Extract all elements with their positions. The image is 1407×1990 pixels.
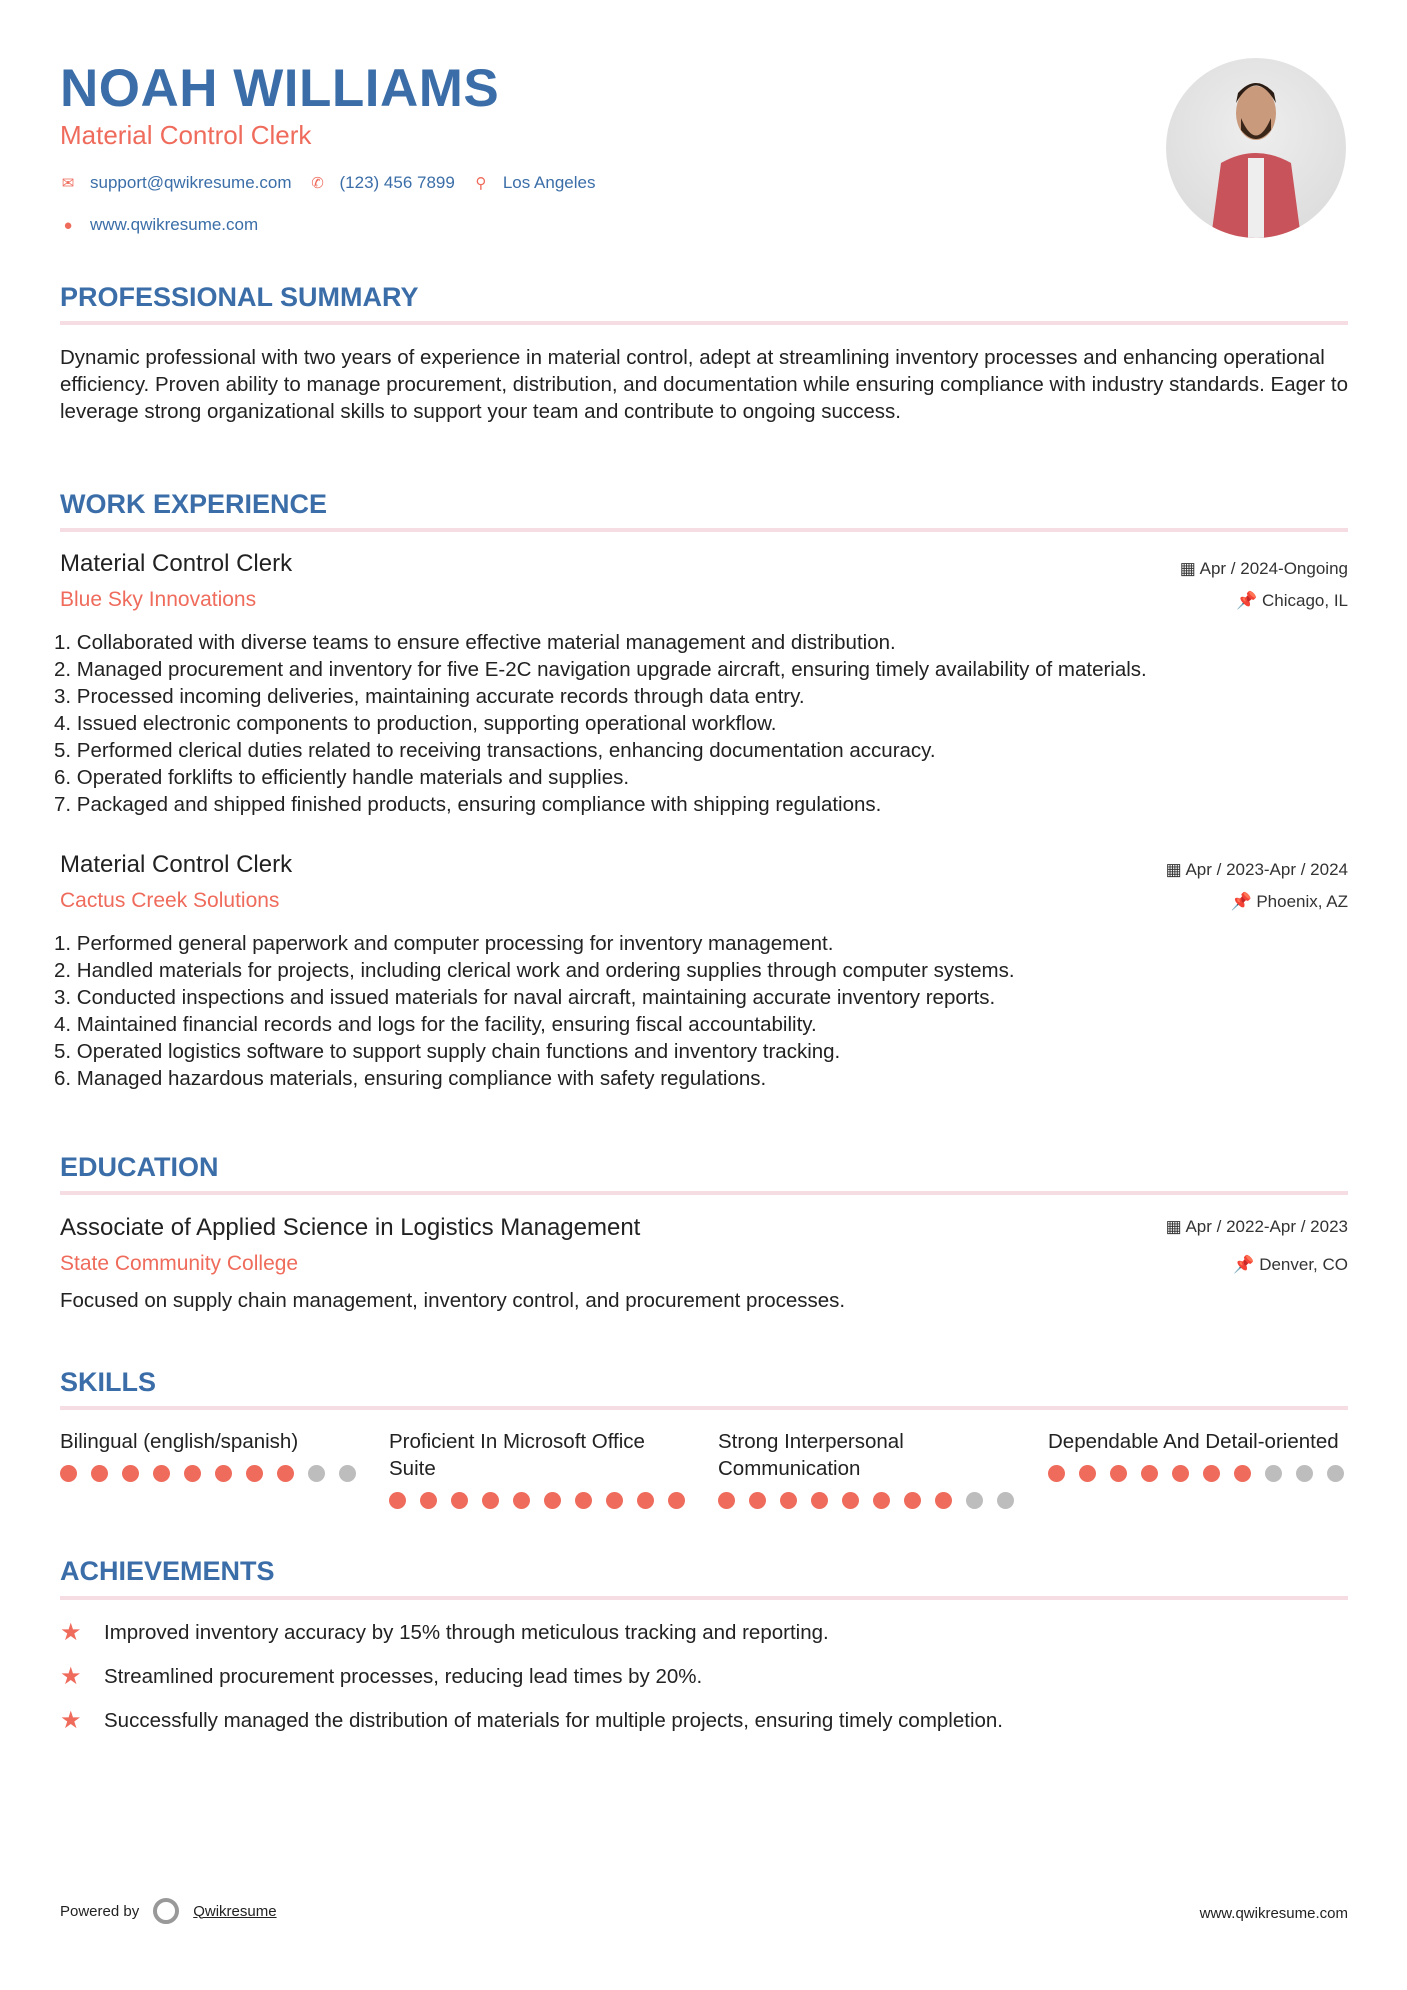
rating-dot [575, 1492, 592, 1509]
rating-dot [780, 1492, 797, 1509]
rating-dot [1079, 1465, 1096, 1482]
skill-name: Dependable And Detail-oriented [1048, 1430, 1339, 1453]
calendar-icon: ▦ [1165, 860, 1186, 879]
skill-item [389, 1428, 694, 1509]
school-name: State Community College [60, 1252, 299, 1275]
rating-dot [1141, 1465, 1158, 1482]
divider [60, 1191, 1348, 1195]
job-title: Material Control Clerk [60, 550, 293, 577]
rating-dot [935, 1492, 952, 1509]
divider [60, 1596, 1348, 1600]
skill-name: Proficient In Microsoft Office Suite [389, 1430, 645, 1480]
section-heading-achievements: ACHIEVEMENTS [60, 1556, 275, 1586]
star-icon: ★ [60, 1619, 82, 1646]
rating-dot [1265, 1465, 1282, 1482]
job-duties [54, 930, 1354, 1092]
section-heading-education: EDUCATION [60, 1152, 219, 1182]
phone-icon: ✆ [311, 175, 324, 192]
rating-dot [637, 1492, 654, 1509]
skill-name: Bilingual (english/spanish) [60, 1430, 299, 1453]
skill-rating [1048, 1465, 1353, 1482]
rating-dot [966, 1492, 983, 1509]
divider [60, 321, 1348, 325]
skill-rating [718, 1492, 1023, 1509]
rating-dot [1048, 1465, 1065, 1482]
rating-dot [60, 1465, 77, 1482]
skill-rating [389, 1492, 694, 1509]
achievement-item: ★ Streamlined procurement processes, reducing lead times by 20%. [60, 1663, 703, 1690]
section-heading-summary: PROFESSIONAL SUMMARY [60, 282, 419, 312]
calendar-icon: ▦ [1165, 1217, 1186, 1236]
rating-dot [339, 1465, 356, 1482]
section-heading-skills: SKILLS [60, 1367, 157, 1397]
list-item: 6. Managed hazardous materials, ensuring compliance with safety regulations. [54, 1067, 767, 1090]
rating-dot [246, 1465, 263, 1482]
rating-dot [451, 1492, 468, 1509]
contact-row [60, 173, 595, 193]
education-location: 📌 Denver, CO [1233, 1255, 1348, 1274]
job-title: Material Control Clerk [60, 851, 293, 878]
divider [60, 1406, 1348, 1410]
list-item: 2. Handled materials for projects, including clerical work and ordering supplies through computer systems. [54, 959, 1015, 982]
rating-dot [513, 1492, 530, 1509]
star-icon: ★ [60, 1707, 82, 1734]
pin-icon: 📌 [1233, 1255, 1260, 1274]
list-item: 5. Performed clerical duties related to receiving transactions, enhancing documentation accuracy. [54, 739, 936, 762]
job-date: ▦ Apr / 2023-Apr / 2024 [1165, 860, 1348, 879]
rating-dot [122, 1465, 139, 1482]
rating-dot [420, 1492, 437, 1509]
skill-rating [60, 1465, 365, 1482]
rating-dot [904, 1492, 921, 1509]
company-name: Blue Sky Innovations [60, 588, 257, 611]
rating-dot [1296, 1465, 1313, 1482]
education-date: ▦ Apr / 2022-Apr / 2023 [1165, 1217, 1348, 1236]
list-item: 4. Issued electronic components to production, supporting operational workflow. [54, 712, 777, 735]
rating-dot [184, 1465, 201, 1482]
rating-dot [389, 1492, 406, 1509]
rating-dot [1327, 1465, 1344, 1482]
rating-dot [1234, 1465, 1251, 1482]
rating-dot [811, 1492, 828, 1509]
pin-icon: 📌 [1236, 591, 1262, 610]
globe-icon: ● [63, 216, 73, 234]
skill-item [1048, 1428, 1353, 1482]
rating-dot [668, 1492, 685, 1509]
rating-dot [482, 1492, 499, 1509]
list-item: 1. Collaborated with diverse teams to ensure effective material management and distribution. [54, 631, 896, 654]
rating-dot [1203, 1465, 1220, 1482]
job-location: 📌 Chicago, IL [1236, 591, 1348, 610]
list-item: 2. Managed procurement and inventory for five E-2C navigation upgrade aircraft, ensuring timely availability of materials. [54, 658, 1147, 681]
list-item: 7. Packaged and shipped finished products, ensuring compliance with shipping regulations. [54, 793, 882, 816]
location-pin-icon: ⚲ [475, 175, 487, 192]
list-item: 4. Maintained financial records and logs for the facility, ensuring fiscal accountability. [54, 1013, 817, 1036]
list-item: 6. Operated forklifts to efficiently handle materials and supplies. [54, 766, 630, 789]
website-link[interactable]: www.qwikresume.com [90, 215, 259, 234]
rating-dot [215, 1465, 232, 1482]
qwikresume-logo-icon [153, 1898, 179, 1924]
phone-text: (123) 456 7899 [339, 173, 455, 192]
list-item: 3. Processed incoming deliveries, maintaining accurate records through data entry. [54, 685, 805, 708]
rating-dot [544, 1492, 561, 1509]
skill-name: Strong Interpersonal Communication [718, 1430, 904, 1480]
education-description: Focused on supply chain management, inventory control, and procurement processes. [60, 1289, 846, 1312]
footer-powered: Powered by Qwikresume [60, 1898, 277, 1924]
candidate-name: NOAH WILLIAMS [60, 59, 500, 118]
calendar-icon: ▦ [1179, 559, 1200, 578]
skill-item [60, 1428, 365, 1482]
list-item: 3. Conducted inspections and issued materials for naval aircraft, maintaining accurate inventory reports. [54, 986, 996, 1009]
footer-website[interactable]: www.qwikresume.com [1199, 1905, 1348, 1922]
candidate-title: Material Control Clerk [60, 120, 312, 150]
location-text: Los Angeles [502, 173, 596, 192]
achievement-item: ★ Successfully managed the distribution of materials for multiple projects, ensuring timely completion. [60, 1707, 1003, 1734]
profile-photo [1166, 58, 1346, 238]
list-item: 1. Performed general paperwork and computer processing for inventory management. [54, 932, 834, 955]
rating-dot [1172, 1465, 1189, 1482]
rating-dot [308, 1465, 325, 1482]
degree-title: Associate of Applied Science in Logistics Management [60, 1214, 641, 1241]
section-heading-experience: WORK EXPERIENCE [60, 489, 328, 519]
brand-link[interactable]: Qwikresume [193, 1902, 277, 1920]
rating-dot [997, 1492, 1014, 1509]
rating-dot [1110, 1465, 1127, 1482]
rating-dot [749, 1492, 766, 1509]
rating-dot [718, 1492, 735, 1509]
star-icon: ★ [60, 1663, 82, 1690]
pin-icon: 📌 [1230, 892, 1257, 911]
job-duties [54, 629, 1354, 818]
rating-dot [842, 1492, 859, 1509]
rating-dot [153, 1465, 170, 1482]
achievement-item: ★ Improved inventory accuracy by 15% through meticulous tracking and reporting. [60, 1619, 829, 1646]
job-date: ▦ Apr / 2024-Ongoing [1179, 559, 1348, 578]
summary-text: Dynamic professional with two years of experience in material control, adept at streamlining inventory processes and enhancing operational efficiency. Proven ability to manage procurement, distribution, and documentation while ensuring compliance with industry standards. Eager to leverage strong organizational skills to support your team and contribute to ongoing success. [60, 346, 1349, 423]
rating-dot [873, 1492, 890, 1509]
rating-dot [606, 1492, 623, 1509]
list-item: 5. Operated logistics software to support supply chain functions and inventory tracking. [54, 1040, 841, 1063]
email-link[interactable]: support@qwikresume.com [90, 173, 292, 192]
divider [60, 528, 1348, 532]
company-name: Cactus Creek Solutions [60, 889, 280, 912]
skill-item [718, 1428, 1023, 1509]
mail-icon: ✉ [61, 175, 75, 192]
rating-dot [277, 1465, 294, 1482]
job-location: 📌 Phoenix, AZ [1230, 892, 1348, 911]
rating-dot [91, 1465, 108, 1482]
